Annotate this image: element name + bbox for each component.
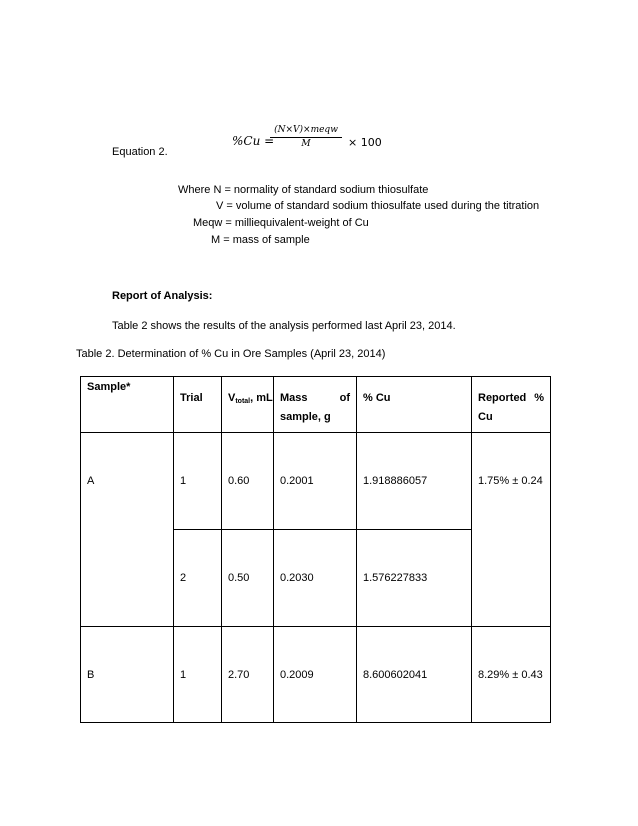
equation-lhs: %Cu = bbox=[232, 134, 275, 148]
table-row bbox=[81, 433, 551, 530]
header-cu-label: % Cu bbox=[363, 392, 391, 404]
header-reported-word3: Cu bbox=[478, 411, 493, 423]
header-volume-unit: , mL bbox=[250, 392, 273, 404]
table-caption: Table 2. Determination of % Cu in Ore Samples (April 23, 2014) bbox=[76, 348, 386, 360]
equation-multiplier: × 100 bbox=[348, 136, 382, 149]
header-reported-word2: % bbox=[534, 392, 544, 404]
cell-sample: A bbox=[81, 433, 174, 627]
cell-cu: 1.918886057 bbox=[357, 433, 472, 530]
table-row bbox=[81, 627, 551, 723]
cell-cu: 1.576227833 bbox=[357, 530, 472, 627]
definition-meqw: Meqw = milliequivalent-weight of Cu bbox=[193, 217, 369, 229]
header-volume-sub: total bbox=[235, 398, 251, 405]
header-sample bbox=[81, 377, 174, 433]
equation-denominator: M bbox=[301, 139, 311, 149]
cell-trial: 1 bbox=[174, 627, 222, 723]
definition-n: Where N = normality of standard sodium thiosulfate bbox=[178, 184, 429, 196]
header-mass-word2: of bbox=[339, 392, 350, 404]
cell-reported: 8.29% ± 0.43 bbox=[472, 627, 551, 723]
header-trial bbox=[174, 377, 222, 433]
header-trial-label: Trial bbox=[180, 392, 203, 404]
fraction-bar bbox=[270, 137, 342, 138]
definition-v: V = volume of standard sodium thiosulfate used during the titration bbox=[216, 200, 540, 212]
results-table bbox=[80, 376, 551, 723]
report-heading: Report of Analysis: bbox=[112, 290, 213, 302]
cell-mass: 0.2030 bbox=[274, 530, 357, 627]
report-intro: Table 2 shows the results of the analysis performed last April 23, 2014. bbox=[112, 320, 456, 332]
header-mass-word1: Mass bbox=[280, 392, 308, 404]
equation-label: Equation 2. bbox=[112, 146, 168, 158]
cell-volume: 0.60 bbox=[222, 433, 274, 530]
table-header-row bbox=[81, 377, 551, 433]
cell-sample: B bbox=[81, 627, 174, 723]
header-reported-word1: Reported bbox=[478, 392, 527, 404]
header-cu bbox=[357, 377, 472, 433]
cell-mass: 0.2001 bbox=[274, 433, 357, 530]
cell-cu: 8.600602041 bbox=[357, 627, 472, 723]
definition-m: M = mass of sample bbox=[211, 234, 310, 246]
cell-reported: 1.75% ± 0.24 bbox=[472, 433, 551, 627]
header-sample-label: Sample* bbox=[87, 381, 131, 393]
cell-mass: 0.2009 bbox=[274, 627, 357, 723]
header-volume-v: V bbox=[228, 392, 236, 404]
header-mass-word3: sample, g bbox=[280, 411, 331, 423]
header-reported bbox=[472, 377, 551, 433]
header-mass bbox=[274, 377, 357, 433]
cell-trial: 2 bbox=[174, 530, 222, 627]
cell-volume: 0.50 bbox=[222, 530, 274, 627]
header-volume bbox=[222, 377, 274, 433]
equation-numerator: (N×V)×meqw bbox=[274, 125, 338, 135]
cell-volume: 2.70 bbox=[222, 627, 274, 723]
equation-fraction bbox=[270, 125, 342, 150]
cell-trial: 1 bbox=[174, 433, 222, 530]
